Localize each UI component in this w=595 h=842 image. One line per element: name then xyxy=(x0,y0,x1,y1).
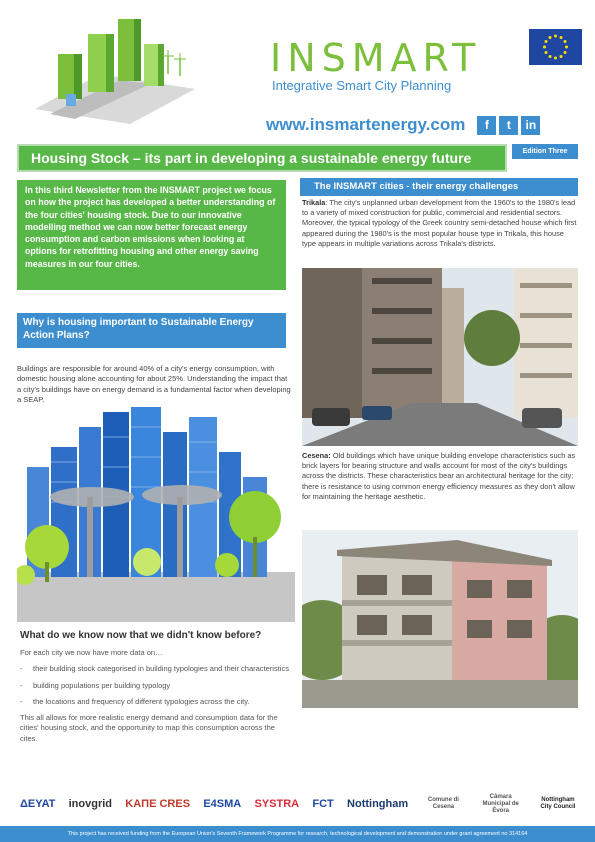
partner-logo: Comune di Cesena xyxy=(427,797,459,810)
cesena-paragraph xyxy=(302,451,578,502)
eu-flag-icon xyxy=(529,29,582,65)
trikala-street-photo xyxy=(302,268,578,446)
trikala-text: : The city's unplanned urban development from the 1960's to the 1980's lead to a variety of mixed construction for public, commercial and residential sectors. Moreover, the typical typology of the Greek country semi-detached house which first appeared during the 1980's is the most popular house type in Trikala, this house type appears in multiple variations across Trikala's districts. xyxy=(302,198,577,248)
eu-star-icon xyxy=(544,51,547,54)
what-closing: This all allows for more realistic energy demand and consumption data for the cities' housing stock, and the opportunity to map this consumption across the cites. xyxy=(20,713,278,743)
what-we-know-body xyxy=(20,648,292,750)
list-item: - their building stock categorised in building typologies and their characteristics xyxy=(20,664,289,674)
eu-star-icon xyxy=(554,57,557,60)
list-item-text: their building stock categorised in building typologies and their characteristics xyxy=(33,664,289,674)
trikala-paragraph xyxy=(302,198,578,249)
facebook-icon[interactable]: f xyxy=(477,116,496,135)
list-item: - the locations and frequency of different typologies across the city. xyxy=(20,696,250,706)
list-item-text: building populations per building typology xyxy=(33,680,171,690)
insmart-logo xyxy=(270,36,482,93)
cesena-name: Cesena: xyxy=(302,451,331,460)
eu-star-icon xyxy=(560,36,563,39)
website-link[interactable]: www.insmartenergy.com xyxy=(266,115,466,134)
intro-paragraph: In this third Newsletter from the INSMART project we focus on how the project has developed a better understanding of the four cities' housing stock. Due to our innovative modelling method we can now better forecast energy consumption and carbon emissions when looking at options for retrofitting housing and other energy saving measures in our four cities. xyxy=(17,180,286,290)
partner-logo: Nottingham xyxy=(347,798,409,810)
header-skyline-illustration xyxy=(30,14,200,124)
eu-star-icon xyxy=(549,55,552,58)
city-illustration xyxy=(17,397,295,622)
logo-subtitle: Integrative Smart City Planning xyxy=(272,78,452,93)
eu-star-icon xyxy=(549,36,552,39)
partner-logos xyxy=(20,788,580,820)
eu-star-icon xyxy=(543,46,546,49)
eu-star-icon xyxy=(564,51,567,54)
partner-logo: FCT xyxy=(312,798,334,810)
partner-logo: Câmara Municipal de Évora xyxy=(482,793,519,814)
cesena-building-photo xyxy=(302,530,578,708)
edition-badge: Edition Three xyxy=(512,144,578,159)
eu-star-icon xyxy=(565,46,568,49)
linkedin-icon[interactable]: in xyxy=(521,116,540,135)
twitter-icon[interactable]: t xyxy=(499,116,518,135)
why-housing-heading: Why is housing important to Sustainable Energy Action Plans? xyxy=(17,313,286,348)
website-row xyxy=(266,114,540,136)
trikala-name: Trikala xyxy=(302,198,326,207)
partner-logo: E4SMA xyxy=(203,798,242,810)
what-we-know-heading: What do we know now that we didn't know before? xyxy=(20,630,262,641)
logo-title: INSMART xyxy=(270,36,482,80)
eu-star-icon xyxy=(560,55,563,58)
what-lead: For each city we now have more data on… xyxy=(20,648,163,657)
funding-footer: This project has received funding from the European Union's Seventh Framework Programme for research, technological development and demonstration under grant agreement no 314164 xyxy=(0,826,595,842)
eu-star-icon xyxy=(544,40,547,43)
cesena-text: Old buildings which have unique building envelope characteristics such as brick layers for bearing structure and walls account for most of the city's buildings across the districts. These characteristics bear an architectural heritage for the city; there is resistance to using common energy efficiency measures as they don't allow for maintaining the heritage aesthetic. xyxy=(302,451,576,501)
eu-star-icon xyxy=(564,40,567,43)
newsletter-title-banner: Housing Stock – its part in developing a sustainable energy future xyxy=(17,144,507,172)
list-item-text: the locations and frequency of different typologies across the city. xyxy=(33,696,250,706)
list-item: - building populations per building typology xyxy=(20,680,171,690)
partner-logo: ΔΕΥΑΤ xyxy=(20,798,56,810)
partner-logo: KAΠE CRES xyxy=(125,798,191,810)
partner-logo: inovgrid xyxy=(68,798,112,810)
social-links xyxy=(477,116,540,135)
why-housing-body: Buildings are responsible for around 40% of a city's energy consumption, with domestic housing alone accounting for about 25%. Understanding the impact that a city's buildings have on energy demand is a fundamental factor when developing a SEAP. xyxy=(17,364,291,404)
eu-star-icon xyxy=(554,35,557,38)
partner-logo: SYSTRA xyxy=(254,798,300,810)
cities-heading: The INSMART cities - their energy challenges xyxy=(300,178,578,196)
partner-logo: Nottingham City Council xyxy=(540,797,576,810)
